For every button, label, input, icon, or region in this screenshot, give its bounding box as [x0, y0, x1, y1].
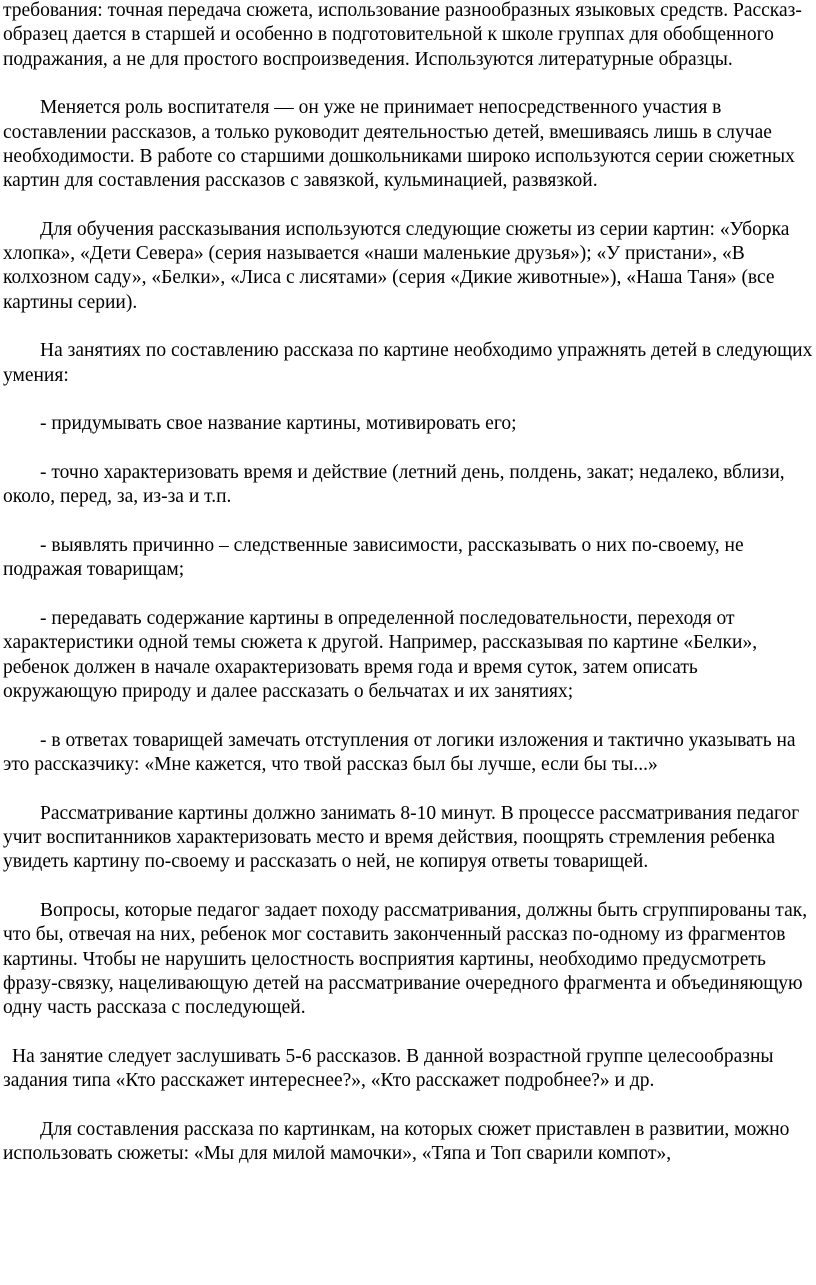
- list-item: - точно характеризовать время и действие (летний день, полдень, закат; недалеко, вблизи, около, перед, за, из-за и т.п.: [3, 462, 785, 508]
- paragraph-gap: [0, 777, 816, 801]
- paragraph: Для обучения рассказывания используются следующие сюжеты из серии картин: «Уборка хлопка», «Дети Севера» (серия называется «наши маленькие друзья»); «У пристани», «В колхозном саду», «Белки», «Лиса с лисятами» (серия «Дикие животные»), «Наша Таня» (все картины серии).: [3, 218, 790, 313]
- list-item: - в ответах товарищей замечать отступления от логики изложения и тактично указывать на это рассказчику: «Мне кажется, что твой рассказ был бы лучше, если бы ты...»: [3, 729, 796, 775]
- paragraph-gap: [0, 1093, 816, 1117]
- list-item: - передавать содержание картины в определенной последовательности, переходя от характеристики одной темы сюжета к другой. Например, рассказывая по картине «Белки», ребенок должен в начале охарактеризовать время года и время суток, затем описать окружающую природу и далее рассказать о бельчатах и их занятиях;: [3, 608, 758, 702]
- list-item: - придумывать свое название картины, мотивировать его;: [40, 413, 517, 435]
- paragraph-gap: [0, 510, 816, 534]
- paragraph-gap: [0, 388, 816, 412]
- paragraph-gap: [0, 72, 816, 96]
- paragraph: требования: точная передача сюжета, использование разнообразных языковых средств. Рассказ-образец дается в старшей и особенно в подготовительной к школе группах для обобщенного подражания, а не для простого воспроизведения. Используются литературные образцы.: [3, 0, 802, 70]
- paragraph-gap: [0, 315, 816, 339]
- paragraph: На занятиях по составлению рассказа по картине необходимо упражнять детей в следующих умения:: [3, 340, 813, 386]
- paragraph: Для составления рассказа по картинкам, на которых сюжет приставлен в развитии, можно использовать сюжеты: «Мы для милой мамочки», «Тяпа и Топ сварили компот»,: [3, 1118, 790, 1165]
- paragraph: Рассматривание картины должно занимать 8-10 минут. В процессе рассматривания педагог учит воспитанников характеризовать место и время действия, поощрять стремления ребенка увидеть картину по-своему и рассказать о ней, не копируя ответы товарищей.: [3, 802, 800, 873]
- paragraph: На занятие следует заслушивать 5-6 рассказов. В данной возрастной группе целесообразны задания типа «Кто расскажет интереснее?», «Кто расскажет подробнее?» и др.: [3, 1045, 774, 1092]
- paragraph-gap: [0, 704, 816, 728]
- paragraph: Вопросы, которые педагог задает походу рассматривания, должны быть сгруппированы так, что бы, отвечая на них, ребенок мог составить законченный рассказ по-одному из фрагментов картины. Чтобы не нарушить целостность восприятия картины, необходимо предусмотреть фразу-связку, нацеливающую детей на рассматривание очередного фрагмента и объединяющую одну часть рассказа с последующей.: [3, 899, 808, 1019]
- paragraph: Меняется роль воспитателя — он уже не принимает непосредственного участия в составлении рассказов, а только руководит деятельностью детей, вмешиваясь лишь в случае необходимости. В работе со старшими дошкольниками широко используются серии сюжетных картин для составления рассказов с завязкой, кульминацией, развязкой.: [3, 97, 795, 192]
- paragraph-gap: [0, 875, 816, 899]
- paragraph-gap: [0, 193, 816, 217]
- list-item: - выявлять причинно – следственные зависимости, рассказывать о них по-своему, не подражая товарищам;: [3, 535, 744, 581]
- paragraph-gap: [0, 437, 816, 461]
- paragraph-gap: [0, 583, 816, 607]
- paragraph-gap: [0, 1020, 816, 1044]
